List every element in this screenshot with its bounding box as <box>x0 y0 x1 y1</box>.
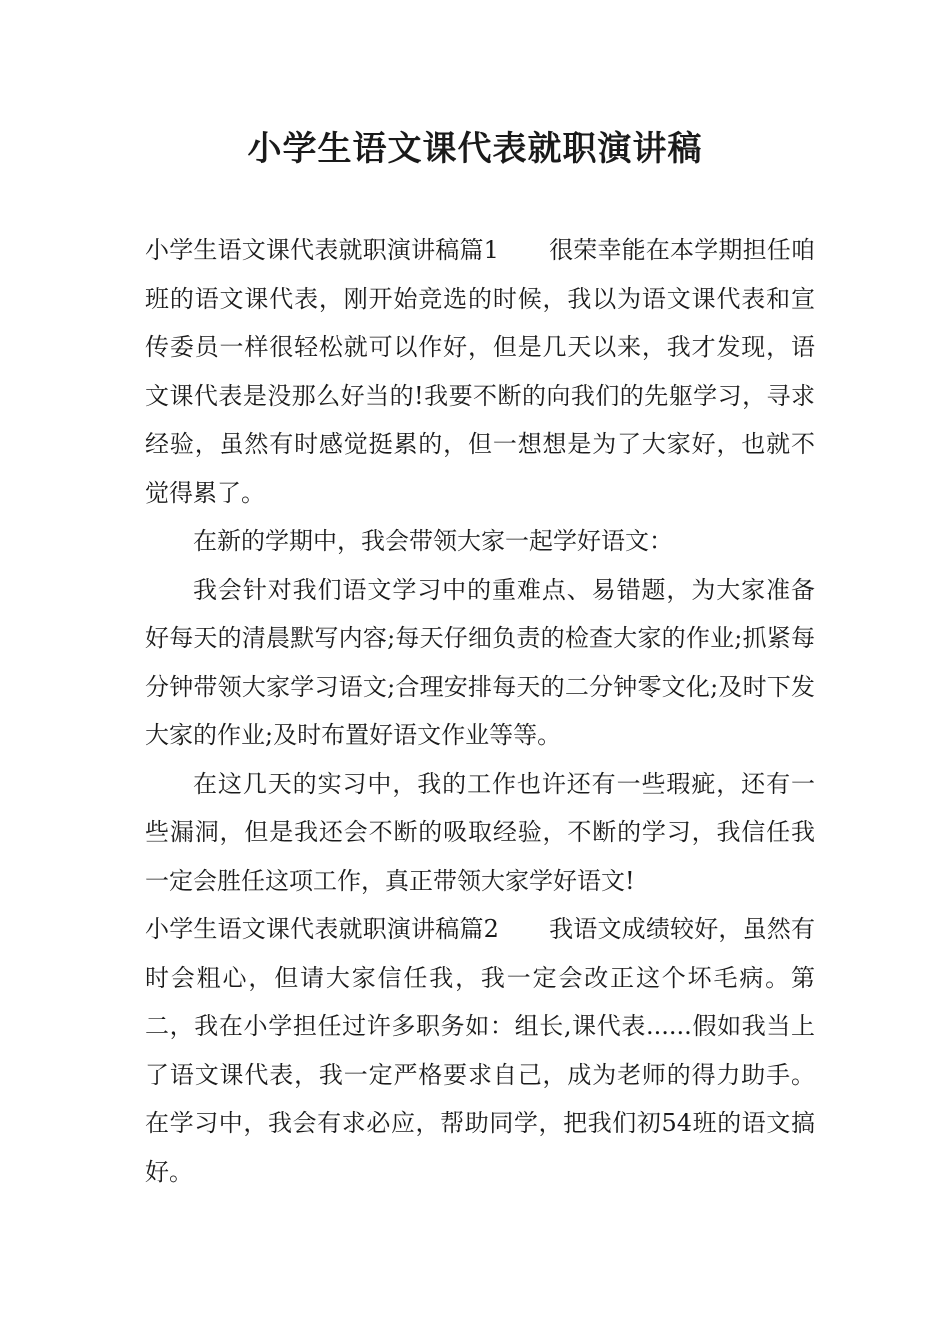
document-body <box>145 226 815 1196</box>
section1-lead-text: 很荣幸能在本学期担任咱班的语文课代表，刚开始竞选的时候，我以为语文课代表和宣传委员一样很轻松就可以作好，但是几天以来，我才发现，语文课代表是没那么好当的!我要不断的向我们的先躯学习，寻求经验，虽然有时感觉挺累的，但一想想是为了大家好，也就不觉得累了。 <box>145 236 815 507</box>
section2-heading: 小学生语文课代表就职演讲稿篇2 <box>145 915 499 943</box>
section1-paragraph-4: 在这几天的实习中，我的工作也许还有一些瑕疵，还有一些漏洞，但是我还会不断的吸取经验，不断的学习，我信任我一定会胜任这项工作，真正带领大家学好语文! <box>145 769 815 895</box>
section2-lead-text: 我语文成绩较好，虽然有时会粗心，但请大家信任我，我一定会改正这个坏毛病。第二，我在小学担任过许多职务如：组长,课代表......假如我当上了语文课代表，我一定严格要求自己，成为老师的得力助手。在学习中，我会有求必应，帮助同学，把我们初54班的语文搞好。 <box>145 915 815 1186</box>
section1-paragraph-2: 在新的学期中，我会带领大家一起学好语文： <box>193 527 673 555</box>
section1-paragraph <box>145 226 815 517</box>
section1-paragraph-3: 我会针对我们语文学习中的重难点、易错题，为大家准备好每天的清晨默写内容;每天仔细负责的检查大家的作业;抓紧每分钟带领大家学习语文;合理安排每天的二分钟零文化;及时下发大家的作业;及时布置好语文作业等等。 <box>145 575 815 749</box>
document-title: 小学生语文课代表就职演讲稿 <box>247 129 703 169</box>
section2-paragraph <box>145 905 815 1196</box>
section1-heading: 小学生语文课代表就职演讲稿篇1 <box>145 236 499 264</box>
